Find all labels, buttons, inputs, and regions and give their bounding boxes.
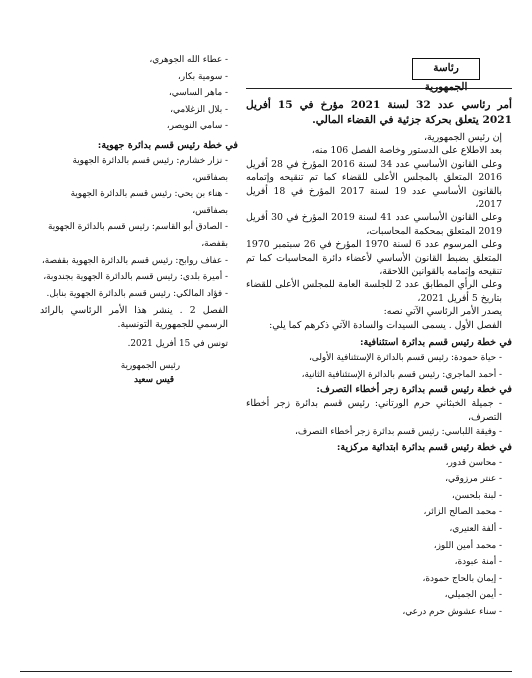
list-item: - محمد أمين اللوز، <box>433 540 502 551</box>
page-bottom-rule <box>20 671 512 672</box>
list-item: - محاسن قدور، <box>445 457 502 468</box>
signing-date: تونس في 15 أفريل 2021. <box>127 339 228 350</box>
decree-paragraph: وعلى القانون الأساسي عدد 41 لسنة 2019 المؤرخ في 30 أفريل 2019 المتعلق بمحكمة المحاسبات، <box>246 212 502 237</box>
header-rule <box>246 88 512 89</box>
central-heading: في خطة رئيس قسم بدائرة ابتدائية مركزية: <box>336 441 512 453</box>
list-item: - ماهر الساسي، <box>168 88 228 99</box>
left-column <box>40 52 238 387</box>
list-item: - لبنة بلحسن، <box>451 490 502 501</box>
decree-preamble: إن رئيس الجمهورية، <box>424 132 502 143</box>
signatory-title: رئيس الجمهورية <box>120 361 180 372</box>
list-item: - سامي النويصر، <box>166 121 228 132</box>
decree-paragraph: يصدر الأمر الرئاسي الآتي نصه: <box>383 306 502 318</box>
list-item: - محمد الصالح الزائر، <box>423 507 502 518</box>
list-item: - عفاف روابح: رئيس قسم بالدائرة الجهوية بقفصة، <box>41 255 228 266</box>
list-item: - بلال الزغلامي، <box>170 104 228 115</box>
list-item: - سناء عشوش حرم درعي، <box>402 607 502 618</box>
signatory-name: قيس سعيد <box>133 375 174 386</box>
management-heading: في خطة رئيس قسم بدائرة زجر أخطاء التصرف: <box>316 384 512 396</box>
list-item: - إيمان بالحاج حمودة، <box>422 573 502 584</box>
article-2: الفصل 2 . ينشر هذا الأمر الرئاسي بالرائد الرسمي للجمهورية التونسية. <box>40 305 228 330</box>
list-item: - فؤاد المالكي: رئيس قسم بالدائرة الجهوية بنابل. <box>46 288 228 299</box>
list-item: - ألفة العتيري، <box>449 524 502 535</box>
list-item: - أحمد الماجري: رئيس قسم بالدائرة الإستئنافية الثانية، <box>301 369 502 380</box>
decree-paragraph: وعلى الرأي المطابق عدد 2 للجلسة العامة للمجلس الأعلى للقضاء بتاريخ 5 أفريل 2021، <box>246 279 502 304</box>
list-item: - سومية بكار، <box>177 71 228 82</box>
list-item: - نزار خشارم: رئيس قسم بالدائرة الجهوية بصفاقس، <box>72 155 228 183</box>
list-item: - أميرة بلدي: رئيس قسم بالدائرة الجهوية بجندوبة، <box>43 272 228 283</box>
list-item: - جميلة الخبثاني حرم الورتاني: رئيس قسم بدائرة زجر أخطاء التصرف، <box>246 398 502 423</box>
decree-article-1: الفصل الأول . يسمى السيدات والسادة الآتي ذكرهم كما يلي: <box>269 319 502 331</box>
list-item: - وفيقة اللباسي: رئيس قسم بدائرة زجر أخطاء التصرف، <box>294 427 502 438</box>
right-column <box>246 98 512 621</box>
list-item: - الصادق أبو القاسم: رئيس قسم بالدائرة الجهوية بقفصة، <box>47 222 228 249</box>
list-item: - حياة حمودة: رئيس قسم بالدائرة الإستئنافية الأولى، <box>308 353 502 364</box>
decree-paragraph: وعلى القانون الأساسي عدد 34 لسنة 2016 المؤرخ في 28 أفريل 2016 المتعلق بالمجلس الأعلى للقضاء كما تم تنقيحه وإتمامه بالقانون الأساسي عدد 19 لسنة 2017 المؤرخ في 18 أفريل 2017، <box>246 158 502 211</box>
regional-heading: في خطة رئيس قسم بدائرة جهوية: <box>97 139 238 151</box>
decree-paragraph: بعد الاطلاع على الدستور وخاصة الفصل 106 منه، <box>311 145 502 157</box>
decree-paragraph: وعلى المرسوم عدد 6 لسنة 1970 المؤرخ في 26 سبتمبر 1970 المتعلق بضبط القانون الأساسي لأعضاء دائرة المحاسبات كما تم تنقيحه وإتمامه بالقوانين اللاحقة، <box>246 239 503 278</box>
list-item: - عنتر مرزوقي، <box>445 474 502 485</box>
list-item: - عطاء الله الجوهري، <box>149 55 228 65</box>
list-item: - أيمن الجميلي، <box>444 590 502 601</box>
list-item: - هناء بن يحي: رئيس قسم بالدائرة الجهوية بصفاقس، <box>70 189 228 216</box>
decree-title: أمر رئاسي عدد 32 لسنة 2021 مؤرخ في 15 أفريل 2021 يتعلق بحركة جزئية في القضاء المالي. <box>246 99 513 126</box>
list-item: - أمنة عبودة، <box>454 557 502 568</box>
section-header-box: رئاسة الجمهورية <box>412 58 480 80</box>
appeal-heading: في خطة رئيس قسم بدائرة استئنافية: <box>359 337 512 349</box>
